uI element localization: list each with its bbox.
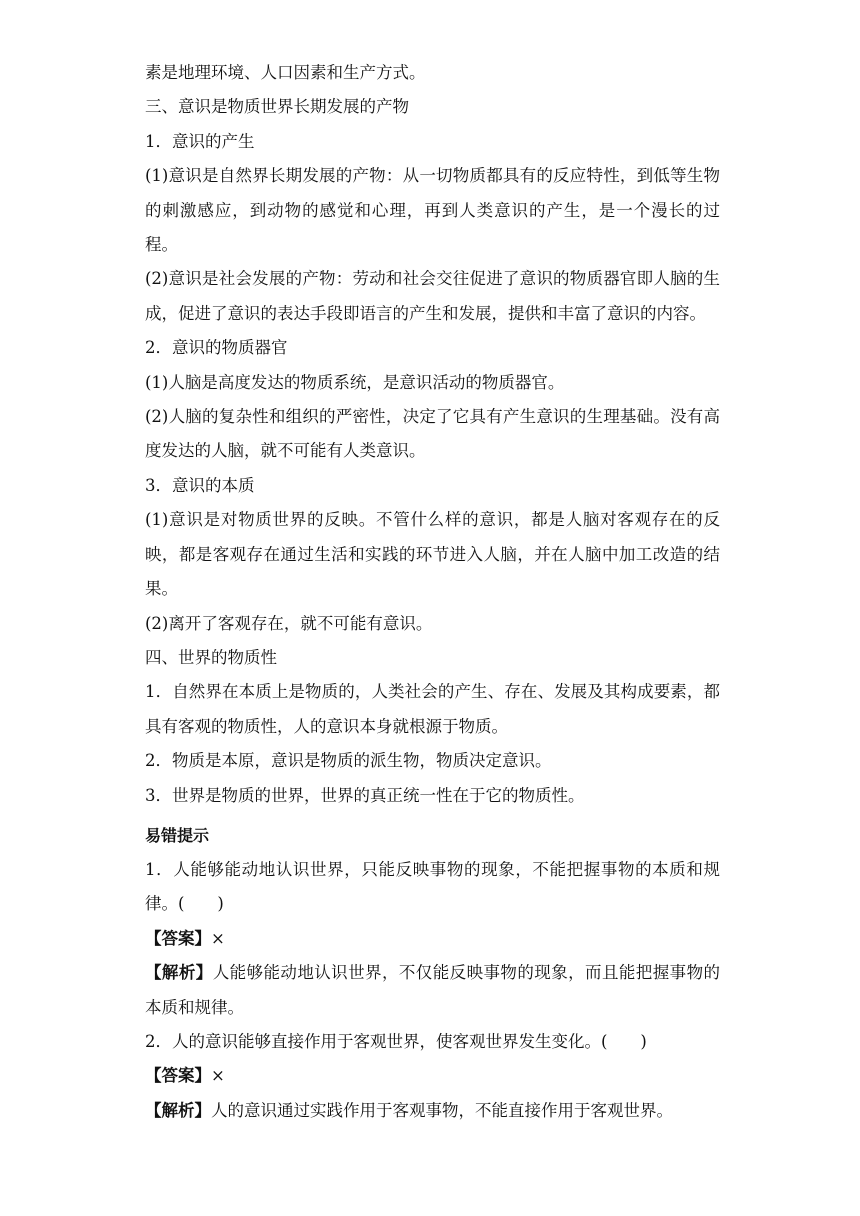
explanation-text: 人的意识通过实践作用于客观事物，不能直接作用于客观世界。 [211, 1100, 673, 1120]
paragraph-continuation: 素是地理环境、人口因素和生产方式。 [145, 63, 426, 82]
explanation-tag: 【解析】 [145, 1100, 211, 1120]
materiality-point-3: 3．世界是物质的世界，世界的真正统一性在于它的物质性。 [145, 785, 585, 805]
answer-tag: 【答案】 [145, 928, 211, 948]
tip-question-2: 2．人的意识能够直接作用于客观世界，使客观世界发生变化。( ) [145, 1031, 647, 1051]
essence-point-2: (2)离开了客观存在，就不可能有意识。 [145, 613, 433, 633]
subsection-organ-title: 2．意识的物质器官 [145, 338, 288, 358]
organ-point-2: (2)人脑的复杂性和组织的严密性，决定了它具有产生意识的生理基础。没有高度发达的人脑，就不可能有人类意识。 [145, 407, 720, 461]
organ-point-1: (1)人脑是高度发达的物质系统，是意识活动的物质器官。 [145, 372, 565, 392]
explanation-tag: 【解析】 [145, 963, 213, 983]
tip-explanation-2 [145, 1094, 720, 1128]
origin-point-1: (1)意识是自然界长期发展的产物：从一切物质都具有的反应特性，到低等生物的刺激感应，到动物的感觉和心理，再到人类意识的产生，是一个漫长的过程。 [145, 166, 720, 255]
subsection-essence-title: 3．意识的本质 [145, 475, 255, 495]
answer-value: × [211, 928, 225, 948]
answer-value: × [211, 1066, 225, 1086]
tips-title: 易错提示 [145, 825, 210, 845]
tip-explanation-1 [145, 956, 720, 1025]
subsection-origin-title: 1．意识的产生 [145, 131, 255, 151]
origin-point-2: (2)意识是社会发展的产物：劳动和社会交往促进了意识的物质器官即人脑的生成，促进了意识的表达手段即语言的产生和发展，提供和丰富了意识的内容。 [145, 269, 720, 323]
materiality-point-2: 2．物质是本原，意识是物质的派生物，物质决定意识。 [145, 751, 552, 771]
materiality-point-1: 1．自然界在本质上是物质的，人类社会的产生、存在、发展及其构成要素，都具有客观的物质性，人的意识本身就根源于物质。 [145, 682, 720, 736]
tip-answer-2 [145, 1059, 720, 1093]
section-four-title: 四、世界的物质性 [145, 647, 277, 667]
essence-point-1: (1)意识是对物质世界的反映。不管什么样的意识，都是人脑对客观存在的反映，都是客观存在通过生活和实践的环节进入人脑，并在人脑中加工改造的结果。 [145, 510, 720, 599]
section-three-title: 三、意识是物质世界长期发展的产物 [145, 97, 409, 117]
tip-answer-1 [145, 922, 720, 956]
answer-tag: 【答案】 [145, 1066, 211, 1086]
document-body [145, 56, 720, 1128]
explanation-text: 人能够能动地认识世界，不仅能反映事物的现象，而且能把握事物的本质和规律。 [145, 963, 721, 1017]
tip-question-1: 1．人能够能动地认识世界，只能反映事物的现象，不能把握事物的本质和规律。( ) [145, 859, 720, 914]
